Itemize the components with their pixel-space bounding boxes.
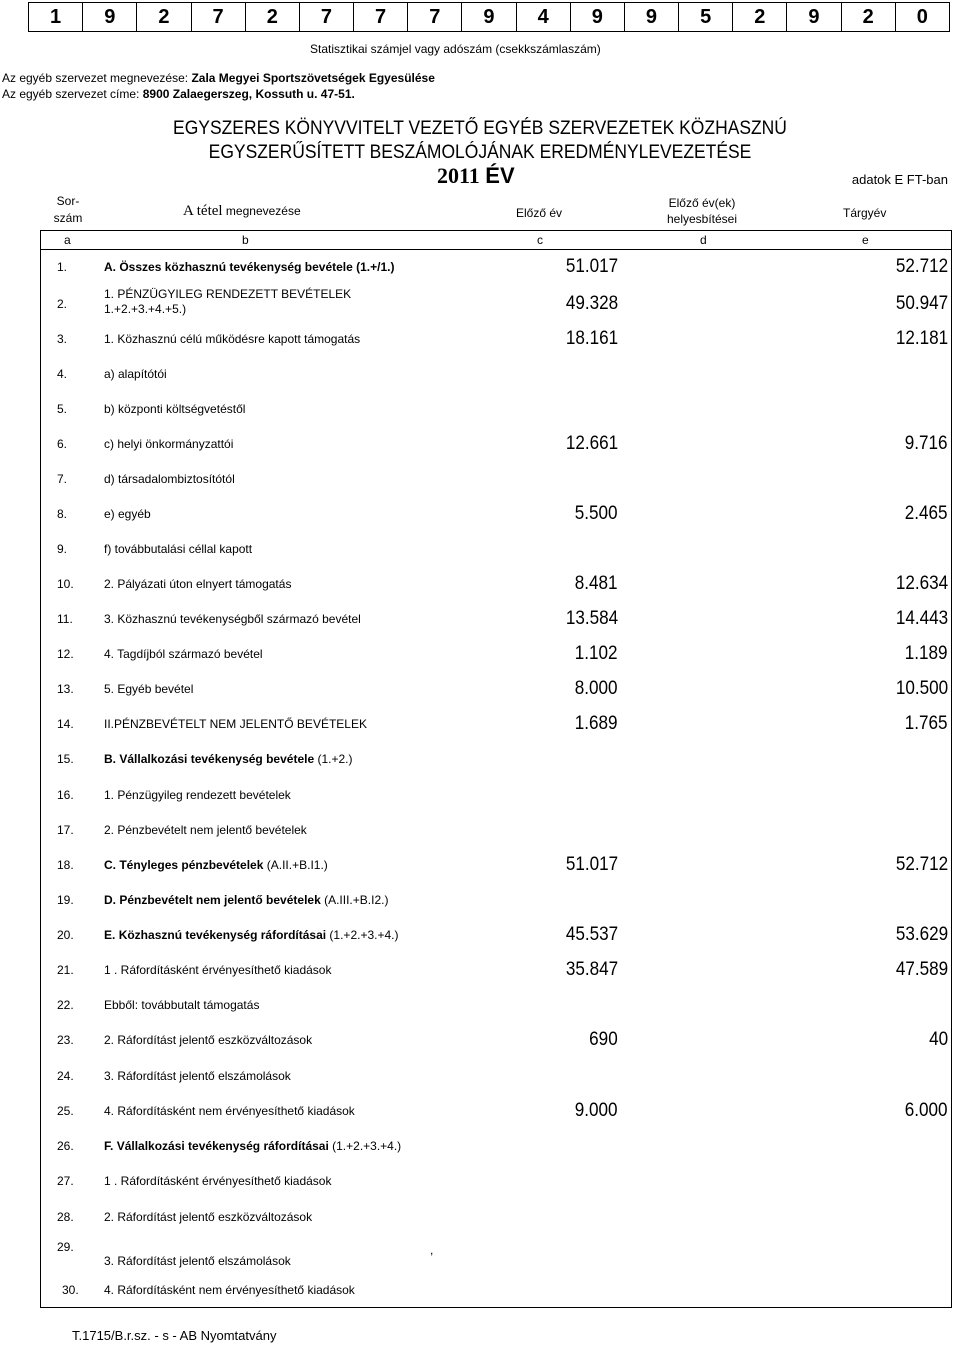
stat-digit: 9 — [462, 3, 516, 31]
stat-digit: 7 — [408, 3, 462, 31]
current-year-value: 12.634 — [895, 573, 948, 594]
stat-digit: 7 — [354, 3, 408, 31]
header-tetel — [183, 203, 301, 220]
report-year — [437, 163, 515, 189]
row-number: 30. — [62, 1283, 79, 1297]
row-label — [104, 788, 291, 802]
row-label-text: Vállalkozási tevékenység bevétele — [119, 752, 315, 766]
stat-digit: 7 — [300, 3, 354, 31]
title-line-1: EGYSZERES KÖNYVVITELT VEZETŐ EGYÉB SZERVEZETEK KÖZHASZNÚ — [173, 118, 787, 139]
row-label-text: 3. Közhasznú tevékenységből származó bevétel — [104, 612, 361, 626]
year-word: ÉV — [485, 163, 515, 188]
row-label — [104, 647, 263, 661]
current-year-value: 1.765 — [905, 713, 948, 734]
current-year-value: 10.500 — [895, 678, 948, 699]
row-number: 9. — [57, 542, 68, 556]
row-label — [104, 1254, 291, 1268]
row-section-prefix: E. — [104, 928, 116, 942]
row-label-text: 1. PÉNZÜGYILEG RENDEZETT BEVÉTELEK — [104, 287, 352, 301]
col-letter-c: c — [537, 233, 543, 247]
current-year-value: 6.000 — [905, 1100, 948, 1121]
row-number: 23. — [57, 1033, 74, 1047]
row-label-formula: (1.+2.+3.+4.) — [326, 928, 399, 942]
table-row — [40, 680, 952, 715]
statistical-number-boxes — [28, 2, 950, 32]
table-row — [40, 400, 952, 435]
row-label-text: Vállalkozási tevékenység ráfordításai — [116, 1139, 329, 1153]
row-number: 13. — [57, 682, 74, 696]
row-label — [104, 332, 360, 346]
row-label — [104, 928, 398, 942]
table-row — [40, 856, 952, 891]
row-label-text: 3. Ráfordítást jelentő elszámolások — [104, 1254, 291, 1268]
row-number: 17. — [57, 823, 74, 837]
table-row — [40, 961, 952, 996]
row-label-text: f) továbbutalási céllal kapott — [104, 542, 253, 556]
org-address-line — [2, 87, 355, 101]
row-label-text: d) társadalombiztosítótól — [104, 472, 235, 486]
header-tetel-b: megnevezése — [225, 204, 301, 218]
row-number: 25. — [57, 1104, 74, 1118]
unit-label: adatok E FT-ban — [851, 172, 948, 187]
row-number: 5. — [57, 402, 68, 416]
stat-digit: 5 — [679, 3, 733, 31]
row-label — [104, 752, 353, 766]
stat-digit: 9 — [571, 3, 625, 31]
row-label-text: e) egyéb — [104, 507, 151, 521]
form-footer: T.1715/B.r.sz. - s - AB Nyomtatvány — [72, 1328, 277, 1343]
row-label — [104, 1033, 312, 1047]
header-tetel-a: A tétel — [183, 203, 223, 219]
table-row — [40, 715, 952, 750]
table-row — [40, 287, 952, 322]
prev-year-value: 5.500 — [575, 503, 618, 524]
col-letter-a: a — [64, 233, 71, 247]
table-row — [40, 1240, 952, 1275]
stat-digit: 0 — [916, 6, 928, 28]
row-label-text: 1. Pénzügyileg rendezett bevételek — [104, 788, 291, 802]
current-year-value: 52.712 — [895, 854, 948, 875]
row-label-text: 5. Egyéb bevétel — [104, 682, 194, 696]
stat-digit: 2 — [137, 3, 191, 31]
col-letter-b: b — [242, 233, 249, 247]
header-sorszam-1: Sor- — [56, 194, 80, 208]
row-label — [104, 577, 291, 591]
stat-digit: 9 — [625, 3, 679, 31]
prev-year-value: 9.000 — [575, 1100, 618, 1121]
row-label-text: Ebből: továbbutalt támogatás — [104, 998, 260, 1012]
table-row — [40, 1031, 952, 1066]
row-number: 19. — [57, 893, 74, 907]
row-number: 3. — [57, 332, 68, 346]
row-label-text: 2. Ráfordítást jelentő eszközváltozások — [104, 1210, 313, 1224]
row-number: 22. — [57, 998, 74, 1012]
row-label — [104, 717, 367, 731]
current-year-value: 12.181 — [895, 328, 948, 349]
current-year-value: 9.716 — [905, 433, 948, 454]
row-section-prefix: C. — [104, 858, 116, 872]
row-label — [104, 1139, 401, 1153]
row-number: 6. — [57, 437, 68, 451]
row-label-text: Pénzbevételt nem jelentő bevételek — [119, 893, 321, 907]
prev-year-value: 1.689 — [575, 713, 618, 734]
table-row — [40, 786, 952, 821]
row-number: 24. — [57, 1069, 74, 1083]
current-year-value: 2.465 — [905, 503, 948, 524]
row-label-formula: (A.II.+B.I1.) — [263, 858, 328, 872]
table-row — [40, 470, 952, 505]
stat-number-caption: Statisztikai számjel vagy adószám (csekkszámlaszám) — [310, 42, 601, 56]
stray-mark: , — [430, 1243, 434, 1257]
row-number: 1. — [57, 260, 68, 274]
row-label — [104, 367, 167, 381]
header-helyesbitesek — [664, 196, 740, 226]
row-label — [104, 998, 259, 1012]
row-label-text: 4. Ráfordításként nem érvényesíthető kiadások — [104, 1283, 355, 1297]
org-name-label: Az egyéb szervezet megnevezése: — [2, 71, 189, 85]
row-label-text: 1 . Ráfordításként érvényesíthető kiadások — [104, 963, 332, 977]
row-label-text: b) központi költségvetéstől — [104, 402, 246, 416]
stat-digit: 2 — [733, 3, 787, 31]
row-number: 26. — [57, 1139, 74, 1153]
table-row — [40, 505, 952, 540]
table-row — [40, 891, 952, 926]
row-number: 28. — [57, 1210, 74, 1224]
prev-year-value: 51.017 — [565, 256, 618, 277]
table-row — [40, 540, 952, 575]
row-number: 12. — [57, 647, 74, 661]
table-row — [40, 821, 952, 856]
prev-year-value: 12.661 — [565, 433, 618, 454]
row-label-formula: (1.+2.+3.+4.) — [328, 1139, 402, 1153]
row-number: 2. — [57, 297, 68, 311]
table-row — [40, 435, 952, 470]
row-number: 20. — [57, 928, 74, 942]
row-label — [104, 260, 394, 274]
row-number: 10. — [57, 577, 74, 591]
row-label-text: 2. Pénzbevételt nem jelentő bevételek — [104, 823, 307, 837]
row-label-text: a) alapítótói — [104, 367, 167, 381]
row-label — [104, 1104, 355, 1118]
stat-digit: 7 — [192, 3, 246, 31]
table-row — [40, 996, 952, 1031]
row-label — [104, 437, 233, 451]
table-row — [40, 610, 952, 645]
header-helyesbites-1: Előző év(ek) — [668, 196, 736, 210]
table-row — [40, 1102, 952, 1137]
row-section-prefix: B. — [104, 752, 116, 766]
row-label — [104, 287, 351, 317]
table-row — [40, 1137, 952, 1172]
prev-year-value: 51.017 — [565, 854, 618, 875]
row-label-formula: 1.+2.+3.+4.+5.) — [104, 302, 187, 316]
row-number: 16. — [57, 788, 74, 802]
org-name: Zala Megyei Sportszövetségek Egyesülése — [191, 71, 435, 85]
title-line-2: EGYSZERŰSÍTETT BESZÁMOLÓJÁNAK EREDMÉNYLEVEZETÉSE — [208, 142, 752, 163]
stat-digit: 1 — [29, 3, 83, 31]
row-label — [104, 472, 235, 486]
row-number: 4. — [57, 367, 68, 381]
table-row — [40, 330, 952, 365]
prev-year-value: 35.847 — [565, 959, 618, 980]
org-address: 8900 Zalaegerszeg, Kossuth u. 47-51. — [142, 87, 355, 101]
table-row — [40, 1279, 952, 1314]
row-number: 29. — [57, 1240, 74, 1254]
row-number: 8. — [57, 507, 68, 521]
row-label-formula: (A.III.+B.I2.) — [320, 893, 389, 907]
prev-year-value: 18.161 — [565, 328, 618, 349]
row-label — [104, 1174, 331, 1188]
row-label — [104, 1069, 291, 1083]
table-row — [40, 1208, 952, 1243]
current-year-value: 53.629 — [895, 924, 948, 945]
table-row — [40, 575, 952, 610]
current-year-value: 50.947 — [895, 293, 948, 314]
table-row — [40, 1067, 952, 1102]
current-year-value: 14.443 — [895, 608, 948, 629]
row-number: 21. — [57, 963, 74, 977]
stat-digit: 4 — [517, 3, 571, 31]
stat-digit: 9 — [83, 3, 137, 31]
row-label — [104, 402, 245, 416]
header-helyesbites-2: helyesbítései — [666, 212, 738, 226]
row-label — [104, 542, 252, 556]
col-letter-e: e — [862, 233, 869, 247]
row-label-text: 1. Közhasznú célú működésre kapott támogatás — [104, 332, 361, 346]
prev-year-value: 13.584 — [565, 608, 618, 629]
table-row — [40, 645, 952, 680]
prev-year-value: 8.000 — [575, 678, 618, 699]
row-label — [104, 507, 151, 521]
row-label — [104, 1283, 355, 1297]
year-number: 2011 — [437, 163, 480, 188]
prev-year-value: 1.102 — [575, 643, 618, 664]
stat-digit: 2 — [246, 3, 300, 31]
row-label-text: 3. Ráfordítást jelentő elszámolások — [104, 1069, 291, 1083]
org-address-label: Az egyéb szervezet címe: — [2, 87, 140, 101]
row-label — [104, 893, 388, 907]
row-label — [104, 612, 361, 626]
header-sorszam — [50, 194, 86, 225]
prev-year-value: 45.537 — [565, 924, 618, 945]
row-label-text: 4. Ráfordításként nem érvényesíthető kiadások — [104, 1104, 355, 1118]
row-label-text: Közhasznú tevékenység ráfordításai — [118, 928, 327, 942]
row-label-text: Összes közhasznú tevékenység bevétele (1.+/1.) — [119, 260, 395, 274]
row-number: 18. — [57, 858, 74, 872]
prev-year-value: 8.481 — [575, 573, 618, 594]
row-label-text: II.PÉNZBEVÉTELT NEM JELENTŐ BEVÉTELEK — [104, 717, 367, 731]
row-number: 14. — [57, 717, 74, 731]
row-label-text: c) helyi önkormányzattói — [104, 437, 234, 451]
current-year-value: 1.189 — [905, 643, 948, 664]
row-label-text: Tényleges pénzbevételek — [119, 858, 264, 872]
row-section-prefix: D. — [104, 893, 116, 907]
row-section-prefix: A. — [104, 260, 116, 274]
row-label — [104, 682, 193, 696]
header-elozo-ev: Előző év — [516, 206, 563, 220]
current-year-value: 40 — [928, 1029, 948, 1050]
row-label — [104, 1210, 312, 1224]
prev-year-value: 690 — [589, 1029, 618, 1050]
stat-digit: 9 — [787, 3, 841, 31]
row-label-text: 1 . Ráfordításként érvényesíthető kiadások — [104, 1174, 332, 1188]
current-year-value: 47.589 — [895, 959, 948, 980]
row-label-text: 2. Pályázati úton elnyert támogatás — [104, 577, 292, 591]
table-row — [40, 365, 952, 400]
org-name-line — [2, 71, 435, 85]
row-label-text: 4. Tagdíjból származó bevétel — [104, 647, 263, 661]
row-label — [104, 963, 331, 977]
table-row — [40, 750, 952, 785]
row-label-text: 2. Ráfordítást jelentő eszközváltozások — [104, 1033, 313, 1047]
col-letter-d: d — [700, 233, 707, 247]
prev-year-value: 49.328 — [565, 293, 618, 314]
table-row — [40, 1172, 952, 1207]
stat-digit: 2 — [842, 3, 896, 31]
row-label — [104, 823, 307, 837]
table-row — [40, 926, 952, 961]
current-year-value: 52.712 — [895, 256, 948, 277]
row-section-prefix: F. — [104, 1139, 114, 1153]
header-targyev: Tárgyév — [843, 206, 887, 220]
row-number: 11. — [57, 612, 73, 626]
row-label — [104, 858, 328, 872]
header-sorszam-2: szám — [53, 211, 83, 225]
row-number: 15. — [57, 752, 74, 766]
row-label-formula: (1.+2.) — [314, 752, 353, 766]
row-number: 7. — [57, 472, 68, 486]
row-number: 27. — [57, 1174, 74, 1188]
